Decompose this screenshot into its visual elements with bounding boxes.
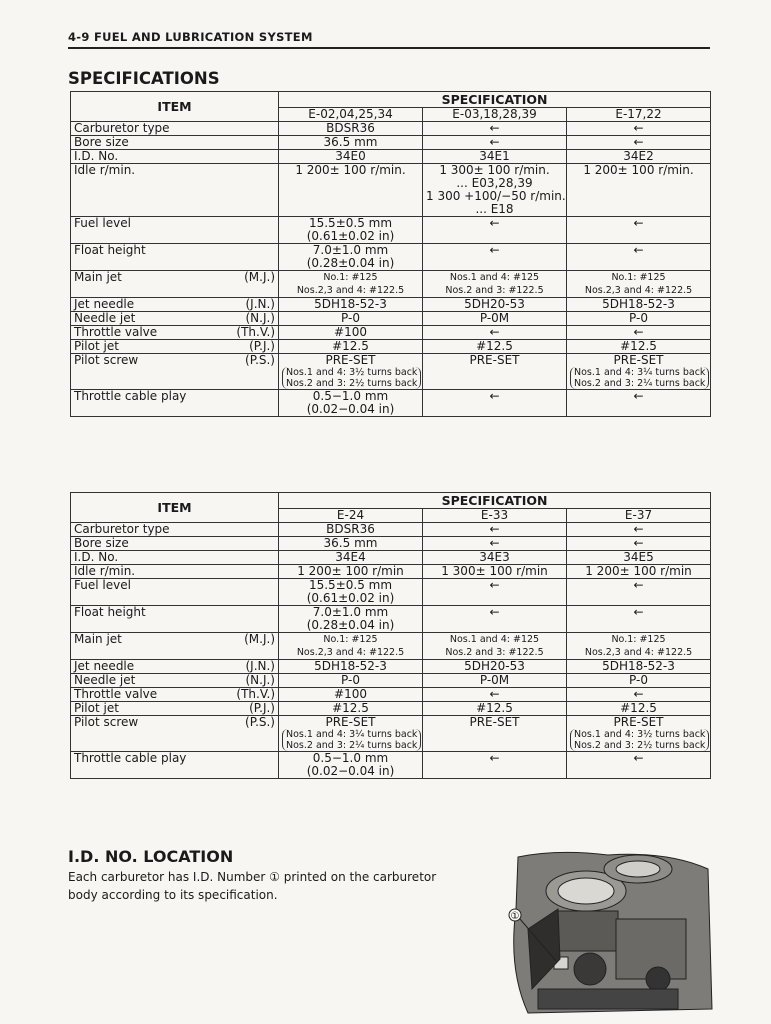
spec-cell xyxy=(567,136,711,150)
row-item: I.D. No. xyxy=(71,150,211,164)
cell-line: ← xyxy=(633,536,644,550)
spec-cell xyxy=(279,312,423,326)
spec-cell xyxy=(567,150,711,164)
page-header: 4-9 FUEL AND LUBRICATION SYSTEM xyxy=(68,30,710,49)
row-abbr: (M.J.) xyxy=(211,271,279,298)
table-row xyxy=(71,633,711,660)
cell-line: 36.5 mm xyxy=(323,536,378,550)
row-abbr: (P.S.) xyxy=(211,354,279,390)
spec-cell xyxy=(423,217,567,244)
spec-cell xyxy=(423,752,567,779)
cell-line: P-0 xyxy=(629,673,648,687)
row-item: Bore size xyxy=(71,136,211,150)
cell-line: ← xyxy=(489,522,500,536)
spec-cell xyxy=(567,688,711,702)
cell-line: Nos.2,3 and 4: #122.5 xyxy=(584,647,693,658)
specification-header: SPECIFICATION xyxy=(279,92,711,108)
row-item: Idle r/min. xyxy=(71,164,211,217)
row-item: Throttle valve xyxy=(71,688,211,702)
column-header: E-37 xyxy=(567,509,711,523)
spec-cell xyxy=(279,523,423,537)
spec-cell xyxy=(423,150,567,164)
spec-cell xyxy=(567,674,711,688)
cell-line: 1 200± 100 r/min. xyxy=(295,163,406,177)
cell-line: 0.5−1.0 mm xyxy=(312,751,389,765)
table-row xyxy=(71,660,711,674)
spec-table-1 xyxy=(70,91,711,417)
spec-cell xyxy=(423,633,567,660)
cell-line: 1 200± 100 r/min xyxy=(585,564,692,578)
cell-line: PRE-SET xyxy=(469,353,520,367)
turns-line: Nos.2 and 3: 2½ turns back xyxy=(574,740,706,751)
spec-cell xyxy=(423,579,567,606)
spec-cell xyxy=(567,390,711,417)
spec-cell xyxy=(279,752,423,779)
cell-line: PRE-SET xyxy=(613,353,664,367)
cell-line: ← xyxy=(633,121,644,135)
cell-line: (0.61±0.02 in) xyxy=(306,591,395,605)
row-abbr: (P.J.) xyxy=(211,340,279,354)
table-row xyxy=(71,579,711,606)
cell-line: 34E0 xyxy=(335,149,366,163)
table-row xyxy=(71,523,711,537)
row-abbr: (P.J.) xyxy=(211,702,279,716)
spec-cell xyxy=(423,244,567,271)
turns-line: Nos.1 and 4: 3¼ turns back xyxy=(286,729,418,740)
table-row xyxy=(71,716,711,752)
cell-line: 34E3 xyxy=(479,550,510,564)
cell-line: ← xyxy=(633,751,644,765)
cell-line: P-0 xyxy=(629,311,648,325)
row-item: Bore size xyxy=(71,537,211,551)
cell-line: 5DH18-52-3 xyxy=(602,659,675,673)
spec-cell xyxy=(567,702,711,716)
cell-line: ... E18 xyxy=(475,202,514,216)
spec-cell xyxy=(567,537,711,551)
spec-cell xyxy=(279,716,423,752)
row-abbr: (J.N.) xyxy=(211,298,279,312)
cell-line: BDSR36 xyxy=(326,121,375,135)
item-header: ITEM xyxy=(71,493,279,523)
row-item: I.D. No. xyxy=(71,551,211,565)
cell-line: 0.5−1.0 mm xyxy=(312,389,389,403)
row-item: Throttle cable play xyxy=(71,390,211,417)
table-row xyxy=(71,150,711,164)
spec-cell xyxy=(567,340,711,354)
spec-cell xyxy=(279,217,423,244)
cell-line: ← xyxy=(489,389,500,403)
cell-line: 34E1 xyxy=(479,149,510,163)
cell-line: ← xyxy=(489,605,500,619)
column-header: E-02,04,25,34 xyxy=(279,108,423,122)
spec-cell xyxy=(567,716,711,752)
cell-line: (0.28±0.04 in) xyxy=(306,256,395,270)
table-row xyxy=(71,298,711,312)
spec-cell xyxy=(423,390,567,417)
row-item: Jet needle xyxy=(71,298,211,312)
spec-cell xyxy=(423,674,567,688)
cell-line: ← xyxy=(489,243,500,257)
cell-line: #12.5 xyxy=(332,339,369,353)
cell-line: (0.28±0.04 in) xyxy=(306,618,395,632)
spec-cell xyxy=(279,150,423,164)
cell-line: ← xyxy=(633,135,644,149)
cell-line: 34E4 xyxy=(335,550,366,564)
row-abbr xyxy=(211,164,279,217)
spec-cell xyxy=(423,606,567,633)
table-row xyxy=(71,390,711,417)
row-abbr: (J.N.) xyxy=(211,660,279,674)
spec-cell xyxy=(279,660,423,674)
turns-line: Nos.2 and 3: 2½ turns back xyxy=(286,378,418,389)
spec-cell xyxy=(423,537,567,551)
cell-line: PRE-SET xyxy=(325,353,376,367)
cell-line: ← xyxy=(633,578,644,592)
cell-line: 34E5 xyxy=(623,550,654,564)
spec-cell xyxy=(279,579,423,606)
cell-line: ← xyxy=(489,687,500,701)
spec-cell xyxy=(423,716,567,752)
row-abbr xyxy=(211,537,279,551)
cell-line: P-0M xyxy=(479,311,510,325)
cell-line: 1 200± 100 r/min xyxy=(297,564,404,578)
table-row xyxy=(71,606,711,633)
row-item: Throttle valve xyxy=(71,326,211,340)
table-row xyxy=(71,217,711,244)
cell-line: PRE-SET xyxy=(325,715,376,729)
table-row xyxy=(71,565,711,579)
cell-line: No.1: #125 xyxy=(611,272,666,283)
spec-cell xyxy=(567,326,711,340)
cell-line: Nos.2,3 and 4: #122.5 xyxy=(584,285,693,296)
spec-cell xyxy=(423,164,567,217)
row-item: Float height xyxy=(71,606,211,633)
spec-cell xyxy=(567,217,711,244)
row-item: Main jet xyxy=(71,271,211,298)
spec-cell xyxy=(279,688,423,702)
cell-line: ← xyxy=(633,605,644,619)
cell-line: 5DH18-52-3 xyxy=(314,659,387,673)
spec-cell xyxy=(423,551,567,565)
cell-line: No.1: #125 xyxy=(323,634,378,645)
cell-line: 15.5±0.5 mm xyxy=(308,578,393,592)
cell-line: #12.5 xyxy=(476,339,513,353)
table-row xyxy=(71,271,711,298)
spec-cell xyxy=(567,312,711,326)
cell-line: P-0 xyxy=(341,311,360,325)
row-item: Pilot jet xyxy=(71,702,211,716)
turns-note xyxy=(282,367,421,389)
spec-cell xyxy=(567,523,711,537)
spec-cell xyxy=(279,702,423,716)
spec-cell xyxy=(279,244,423,271)
spec-cell xyxy=(567,122,711,136)
cell-line: 1 200± 100 r/min. xyxy=(583,163,694,177)
spec-cell xyxy=(279,633,423,660)
cell-line: ← xyxy=(489,135,500,149)
spec-table-2 xyxy=(70,492,711,779)
spec-cell xyxy=(567,164,711,217)
row-item: Carburetor type xyxy=(71,122,211,136)
row-item: Float height xyxy=(71,244,211,271)
spec-cell xyxy=(567,606,711,633)
row-abbr xyxy=(211,150,279,164)
cell-line: (0.02−0.04 in) xyxy=(306,402,395,416)
row-abbr: (N.J.) xyxy=(211,674,279,688)
row-abbr xyxy=(211,606,279,633)
spec-cell xyxy=(279,565,423,579)
cell-line: ← xyxy=(633,522,644,536)
cell-line: 5DH18-52-3 xyxy=(602,297,675,311)
table-row xyxy=(71,122,711,136)
cell-line: No.1: #125 xyxy=(611,634,666,645)
row-item: Carburetor type xyxy=(71,523,211,537)
spec-cell xyxy=(279,326,423,340)
spec-cell xyxy=(423,340,567,354)
column-header: E-17,22 xyxy=(567,108,711,122)
cell-line: Nos.2 and 3: #122.5 xyxy=(445,647,544,658)
cell-line: ← xyxy=(633,216,644,230)
spec-cell xyxy=(423,312,567,326)
table-row xyxy=(71,354,711,390)
cell-line: 34E2 xyxy=(623,149,654,163)
cell-line: 7.0±1.0 mm xyxy=(312,605,389,619)
cell-line: 5DH18-52-3 xyxy=(314,297,387,311)
cell-line: ← xyxy=(489,325,500,339)
row-item: Fuel level xyxy=(71,217,211,244)
column-header: E-33 xyxy=(423,509,567,523)
column-header: E-03,18,28,39 xyxy=(423,108,567,122)
cell-line: No.1: #125 xyxy=(323,272,378,283)
table-row xyxy=(71,752,711,779)
turns-line: Nos.1 and 4: 3½ turns back xyxy=(286,367,418,378)
table-row xyxy=(71,164,711,217)
table-row xyxy=(71,136,711,150)
cell-line: (0.61±0.02 in) xyxy=(306,229,395,243)
row-abbr: (P.S.) xyxy=(211,716,279,752)
row-abbr: (M.J.) xyxy=(211,633,279,660)
id-location-text: Each carburetor has I.D. Number ① printed on the carburetor body according to its specification. xyxy=(68,870,437,902)
spec-cell xyxy=(567,298,711,312)
row-item: Pilot screw xyxy=(71,354,211,390)
turns-note xyxy=(282,729,421,751)
table-row xyxy=(71,537,711,551)
cell-line: BDSR36 xyxy=(326,522,375,536)
spec-cell xyxy=(567,551,711,565)
turns-line: Nos.1 and 4: 3½ turns back xyxy=(574,729,706,740)
spec-cell xyxy=(279,674,423,688)
cell-line: #12.5 xyxy=(332,701,369,715)
row-item: Needle jet xyxy=(71,312,211,326)
cell-line: #12.5 xyxy=(476,701,513,715)
spec-cell xyxy=(567,354,711,390)
row-item: Fuel level xyxy=(71,579,211,606)
cell-line: 1 300± 100 r/min xyxy=(441,564,548,578)
cell-line: Nos.2,3 and 4: #122.5 xyxy=(296,285,405,296)
cell-line: #12.5 xyxy=(620,339,657,353)
table-row xyxy=(71,674,711,688)
spec-cell xyxy=(567,271,711,298)
cell-line: Nos.1 and 4: #125 xyxy=(449,634,540,645)
spec-cell xyxy=(279,271,423,298)
table-row xyxy=(71,688,711,702)
row-abbr: (Th.V.) xyxy=(211,688,279,702)
turns-note xyxy=(570,367,709,389)
turns-line: Nos.2 and 3: 2¼ turns back xyxy=(574,378,706,389)
spec-cell xyxy=(279,136,423,150)
cell-line: 5DH20-53 xyxy=(464,297,525,311)
cell-line: 15.5±0.5 mm xyxy=(308,216,393,230)
row-abbr xyxy=(211,217,279,244)
spec-cell xyxy=(423,688,567,702)
spec-cell xyxy=(279,606,423,633)
row-item: Throttle cable play xyxy=(71,752,211,779)
row-item: Pilot screw xyxy=(71,716,211,752)
turns-note xyxy=(570,729,709,751)
specification-header: SPECIFICATION xyxy=(279,493,711,509)
row-abbr xyxy=(211,523,279,537)
cell-line: P-0 xyxy=(341,673,360,687)
spec-cell xyxy=(279,354,423,390)
spec-cell xyxy=(279,122,423,136)
carburetor-photo xyxy=(498,849,716,1015)
row-abbr: (N.J.) xyxy=(211,312,279,326)
cell-line: ← xyxy=(489,121,500,135)
spec-cell xyxy=(567,244,711,271)
table-row xyxy=(71,244,711,271)
row-abbr xyxy=(211,551,279,565)
cell-line: PRE-SET xyxy=(613,715,664,729)
spec-cell xyxy=(567,565,711,579)
row-item: Main jet xyxy=(71,633,211,660)
spec-cell xyxy=(279,390,423,417)
spec-cell xyxy=(423,122,567,136)
turns-line: Nos.2 and 3: 2¼ turns back xyxy=(286,740,418,751)
row-abbr xyxy=(211,565,279,579)
cell-line: 5DH20-53 xyxy=(464,659,525,673)
spec-cell xyxy=(567,633,711,660)
cell-line: 1 300± 100 r/min. xyxy=(439,163,550,177)
id-location-title: I.D. NO. LOCATION xyxy=(68,847,234,866)
row-abbr xyxy=(211,752,279,779)
table-row xyxy=(71,340,711,354)
spec-cell xyxy=(279,298,423,312)
row-abbr xyxy=(211,390,279,417)
row-item: Needle jet xyxy=(71,674,211,688)
spec-cell xyxy=(423,271,567,298)
cell-line: ← xyxy=(489,536,500,550)
row-abbr xyxy=(211,244,279,271)
table-row xyxy=(71,551,711,565)
spec-cell xyxy=(423,523,567,537)
cell-line: 36.5 mm xyxy=(323,135,378,149)
cell-line: 7.0±1.0 mm xyxy=(312,243,389,257)
specifications-title: SPECIFICATIONS xyxy=(68,69,220,88)
cell-line: ← xyxy=(633,325,644,339)
row-abbr xyxy=(211,579,279,606)
spec-cell xyxy=(423,702,567,716)
cell-line: (0.02−0.04 in) xyxy=(306,764,395,778)
spec-cell xyxy=(279,340,423,354)
cell-line: PRE-SET xyxy=(469,715,520,729)
spec-cell xyxy=(279,551,423,565)
spec-cell xyxy=(423,660,567,674)
column-header: E-24 xyxy=(279,509,423,523)
cell-line: ... E03,28,39 xyxy=(456,176,533,190)
cell-line: ← xyxy=(633,243,644,257)
spec-cell xyxy=(423,298,567,312)
spec-cell xyxy=(423,326,567,340)
cell-line: ← xyxy=(489,578,500,592)
cell-line: #12.5 xyxy=(620,701,657,715)
table-row xyxy=(71,312,711,326)
row-abbr xyxy=(211,136,279,150)
row-item: Idle r/min. xyxy=(71,565,211,579)
cell-line: Nos.2,3 and 4: #122.5 xyxy=(296,647,405,658)
row-item: Pilot jet xyxy=(71,340,211,354)
table-row xyxy=(71,702,711,716)
spec-cell xyxy=(423,354,567,390)
cell-line: ← xyxy=(489,216,500,230)
cell-line: ← xyxy=(489,751,500,765)
cell-line: Nos.2 and 3: #122.5 xyxy=(445,285,544,296)
cell-line: #100 xyxy=(334,687,367,701)
turns-line: Nos.1 and 4: 3¼ turns back xyxy=(574,367,706,378)
cell-line: #100 xyxy=(334,325,367,339)
cell-line: ← xyxy=(633,687,644,701)
cell-line: 1 300 +100/−50 r/min. xyxy=(426,189,566,203)
callout-label: ① xyxy=(510,911,520,922)
spec-cell xyxy=(567,660,711,674)
cell-line: ← xyxy=(633,389,644,403)
table-row xyxy=(71,326,711,340)
row-abbr: (Th.V.) xyxy=(211,326,279,340)
spec-cell xyxy=(567,752,711,779)
spec-cell xyxy=(567,579,711,606)
item-header: ITEM xyxy=(71,92,279,122)
row-abbr xyxy=(211,122,279,136)
row-item: Jet needle xyxy=(71,660,211,674)
cell-line: P-0M xyxy=(479,673,510,687)
spec-cell xyxy=(423,136,567,150)
cell-line: Nos.1 and 4: #125 xyxy=(449,272,540,283)
spec-cell xyxy=(279,537,423,551)
spec-cell xyxy=(423,565,567,579)
spec-cell xyxy=(279,164,423,217)
